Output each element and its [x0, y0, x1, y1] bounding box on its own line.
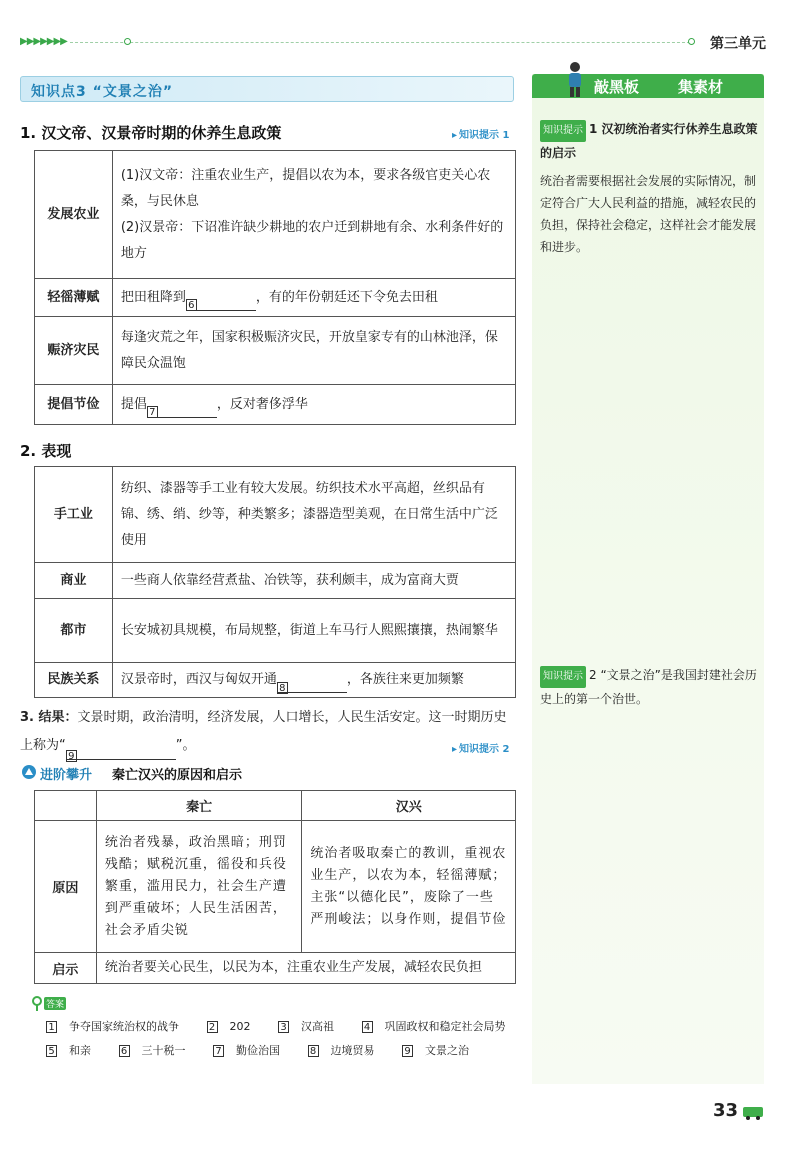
- tip1-body: 统治者需要根据社会发展的实际情况，制定符合广大人民利益的措施，减轻农民的负担，保持社会稳定，这样社会才能发展和进步。: [540, 174, 757, 254]
- table-row: [35, 953, 516, 984]
- table-row: [35, 821, 516, 953]
- section-2-title: 2. 表现: [20, 442, 72, 460]
- advanced-label: 进阶攀升: [40, 768, 93, 783]
- tip-badge: 知识提示: [540, 120, 586, 142]
- header-dot: [688, 38, 695, 45]
- table-row: [35, 385, 516, 425]
- knowledge-tip-link-2[interactable]: ▸ 知识提示 2: [452, 740, 509, 755]
- fill-blank-9[interactable]: [66, 742, 176, 760]
- row-label: 赈济灾民: [35, 317, 113, 385]
- table-row: [35, 279, 516, 317]
- row-text: 纺织、漆器等手工业有较大发展。纺织技术水平高超，丝织品有锦、绣、绡、纱等，种类繁多；漆器造型美观，在日常生活中广泛使用: [112, 467, 515, 563]
- row-text-post: ，有的年份朝廷还下令免去田租: [255, 289, 438, 305]
- answer-number: 3: [278, 1021, 289, 1033]
- fill-blank-6[interactable]: [186, 293, 256, 311]
- tip2-head: 2 “文景之治”是我国封建社会历史上的第一个治世。: [540, 668, 757, 706]
- cart-icon: [742, 1104, 764, 1120]
- answer-number: 1: [46, 1021, 57, 1033]
- answer-text: 和亲: [69, 1044, 91, 1057]
- answer-row-1: [46, 1018, 530, 1034]
- table-row: [35, 663, 516, 698]
- page-number: 33: [712, 1100, 738, 1121]
- side-title-b: 集素材: [678, 78, 724, 96]
- answer-number: 2: [207, 1021, 218, 1033]
- row-line: (1)汉文帝：注重农业生产，提倡以农为本，要求各级官吏关心农桑，与民休息: [120, 167, 491, 209]
- row-label: 民族关系: [35, 663, 113, 698]
- row-label: 提倡节俭: [35, 385, 113, 425]
- header-han: 汉兴: [302, 791, 516, 821]
- row-text: 一些商人依靠经营煮盐、冶铁等，获利颇丰，成为富商大贾: [112, 563, 515, 599]
- row-label: 都市: [35, 599, 113, 663]
- answer-item: [278, 1020, 346, 1033]
- knowledge-point-title: 知识点3 “文景之治”: [31, 84, 174, 100]
- answer-item: [213, 1044, 292, 1057]
- row-text-pre: 把田租降到: [120, 289, 186, 305]
- section-3-result: [20, 704, 516, 760]
- rocket-icon: [20, 764, 38, 780]
- header-divider: [70, 42, 690, 43]
- row-text-pre: 提倡: [120, 396, 147, 412]
- row-label: 轻徭薄赋: [35, 279, 113, 317]
- answer-item: [46, 1044, 103, 1057]
- reason-han: 统治者吸取秦亡的教训，重视农业生产，以农为本，轻徭薄赋；主张“以德化民”，废除了一些严刑峻法；以身作则，提倡节俭: [302, 821, 516, 953]
- table-row: [35, 317, 516, 385]
- row-text-pre: 汉景帝时，西汉与匈奴开通: [120, 672, 277, 687]
- row-text: 每逢灾荒之年，国家积极赈济灾民，开放皇家专有的山林池泽，保障民众温饱: [112, 317, 515, 385]
- fill-blank-7[interactable]: [147, 400, 217, 418]
- blank-number: 8: [277, 682, 288, 694]
- row-label: 手工业: [35, 467, 113, 563]
- table-row: [35, 599, 516, 663]
- section-1-title: 1. 汉文帝、汉景帝时期的休养生息政策: [20, 124, 282, 142]
- answer-text: 争夺国家统治权的战争: [69, 1020, 179, 1033]
- section-3-label: 3. 结果：: [20, 710, 78, 725]
- row-line: (2)汉景帝：下诏准许缺少耕地的农户迁到耕地有余、水利条件好的地方: [120, 219, 504, 261]
- unit-title: 第三单元: [710, 36, 766, 52]
- comparison-table: [34, 790, 516, 984]
- answer-label: 答案: [44, 997, 66, 1010]
- answer-number: 5: [46, 1045, 57, 1057]
- answer-row-2: [46, 1042, 493, 1058]
- answer-text: 汉高祖: [301, 1020, 334, 1033]
- side-panel-header: [532, 74, 764, 98]
- section-3-text: 文景时期，政治清明，经济发展，人口增长，人民生活安定。这一时期历史上称为“: [20, 710, 507, 753]
- answer-text: 文景之治: [425, 1044, 469, 1057]
- row-label: 原因: [35, 821, 97, 953]
- answer-number: 6: [119, 1045, 130, 1057]
- table-row: [35, 563, 516, 599]
- row-label: 商业: [35, 563, 113, 599]
- row-label: 发展农业: [35, 151, 113, 279]
- row-text: [112, 663, 515, 698]
- row-text-post: ，各族往来更加频繁: [346, 672, 464, 687]
- answer-item: [207, 1020, 263, 1033]
- table-row: [35, 151, 516, 279]
- tip1-head: 1 汉初统治者实行休养生息政策的启示: [540, 122, 758, 160]
- section-3-end: ”。: [175, 738, 196, 753]
- answer-text: 勤俭治国: [236, 1044, 280, 1057]
- row-label: 启示: [35, 953, 97, 984]
- side-tip-2: [540, 664, 760, 710]
- table-row: [35, 467, 516, 563]
- row-text: [112, 151, 515, 279]
- key-icon: [30, 996, 44, 1012]
- tip-badge: 知识提示: [540, 666, 586, 688]
- reason-qin: 统治者残暴，政治黑暗；刑罚残酷；赋税沉重，徭役和兵役繁重，滥用民力，社会生产遭到严重破坏；人民生活困苦，社会矛盾尖锐: [96, 821, 302, 953]
- row-text-post: ，反对奢侈浮华: [216, 396, 308, 412]
- answer-text: 202: [229, 1020, 251, 1033]
- answer-item: [119, 1044, 198, 1057]
- row-text: 长安城初具规模，布局规整，街道上车马行人熙熙攘攘，热闹繁华: [112, 599, 515, 663]
- policy-table: [34, 150, 516, 425]
- answer-number: 4: [362, 1021, 373, 1033]
- side-tip-1: [540, 118, 760, 164]
- answer-text: 边境贸易: [330, 1044, 375, 1057]
- answer-text: 三十税一: [141, 1044, 186, 1057]
- header-arrows: ▶▶▶▶▶▶▶: [20, 36, 67, 47]
- fill-blank-8[interactable]: [277, 675, 347, 693]
- answer-number: 8: [308, 1045, 319, 1057]
- answer-number: 9: [402, 1045, 413, 1057]
- knowledge-point-bar: [20, 76, 514, 102]
- blank-number: 6: [186, 299, 197, 311]
- row-text: [112, 279, 515, 317]
- header-dot: [124, 38, 131, 45]
- blank-number: 7: [147, 406, 158, 418]
- advanced-title: 秦亡汉兴的原因和启示: [112, 768, 243, 783]
- answer-badge: [30, 996, 66, 1012]
- performance-table: [34, 466, 516, 698]
- insight-text: 统治者要关心民生，以民为本，注重农业生产发展，减轻农民负担: [96, 953, 515, 984]
- answer-item: [402, 1044, 481, 1057]
- knowledge-tip-link-1[interactable]: ▸ 知识提示 1: [452, 126, 509, 141]
- blank-number: 9: [66, 750, 77, 762]
- side-title-a: 敲黑板: [594, 78, 640, 96]
- answer-item: [362, 1020, 518, 1033]
- answer-item: [308, 1044, 387, 1057]
- answer-item: [46, 1020, 191, 1033]
- answer-number: 7: [213, 1045, 224, 1057]
- header-empty: [35, 791, 97, 821]
- table-header-row: [35, 791, 516, 821]
- teacher-icon: [562, 60, 588, 98]
- header-qin: 秦亡: [96, 791, 302, 821]
- answer-text: 巩固政权和稳定社会局势: [384, 1020, 506, 1033]
- row-text: [112, 385, 515, 425]
